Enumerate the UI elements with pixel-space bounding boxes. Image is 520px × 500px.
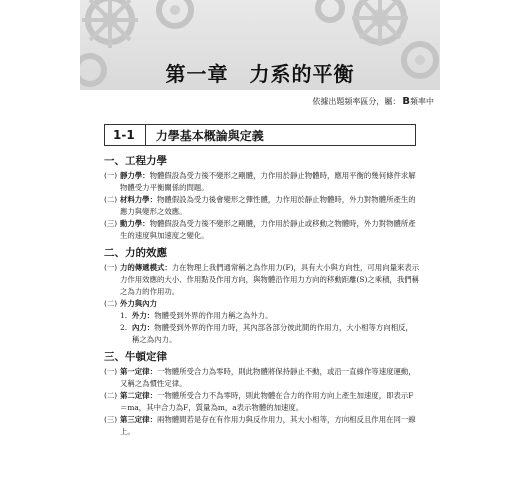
item-number: (二) — [104, 391, 118, 400]
item-number: (一) — [104, 171, 118, 180]
item-number: (一) — [104, 263, 118, 272]
item-term: 力的傳遞模式： — [120, 263, 172, 272]
item-term: 外力與內力 — [120, 299, 157, 308]
sub-item-text: 物體受到外界的作用力稱之為外力。 — [154, 311, 273, 320]
list-item — [104, 262, 420, 298]
item-text: 力在物理上我們通常稱之為作用力(F)，具有大小與方向性，可用向量來表示力作用效應的大小、作用點及作用方向，與物體沿作用力方向的移動距離(S)之乘積，我們稱之為力的作用功。 — [120, 263, 420, 296]
sub-list-item — [104, 310, 420, 322]
list-item — [104, 170, 420, 194]
item-number: (三) — [104, 415, 118, 424]
list-item — [104, 194, 420, 218]
sub-item-term: 外力： — [132, 311, 155, 320]
item-term: 第二定律： — [120, 391, 157, 400]
sub-item-number: 1. — [120, 311, 128, 320]
sub-item-term: 內力： — [132, 323, 155, 332]
frequency-suffix: 頻率中 — [410, 97, 434, 106]
frequency-level: B — [402, 96, 410, 107]
item-term: 靜力學： — [120, 171, 150, 180]
list-item — [104, 366, 420, 390]
heading-force-effects: 二、力的效應 — [104, 247, 167, 259]
list-item — [104, 218, 420, 242]
frequency-label: 依據出題頻率區分，屬： — [312, 97, 401, 106]
item-number: (二) — [104, 195, 118, 204]
sub-item-number: 2. — [120, 323, 128, 332]
item-term: 第三定律： — [120, 415, 157, 424]
list-item — [104, 414, 420, 438]
sub-list-item — [104, 322, 420, 346]
section-header — [104, 124, 416, 146]
sub-item-text: 物體受到外界的作用力時，其內部各部分彼此間的作用力，大小相等方向相反，稱之為內力。 — [132, 323, 413, 344]
item-term: 材料力學： — [120, 195, 157, 204]
item-text: 物體假設為受力後不變形之剛體，力作用於靜止物體時，應用平衡的幾何條件求解物體受力平衡關係的問題。 — [120, 171, 416, 192]
section-number: 1-1 — [105, 125, 146, 145]
chapter-title: 第一章 力系的平衡 — [165, 62, 355, 86]
heading-newton-laws: 三、牛頓定律 — [104, 351, 167, 363]
content-body — [104, 154, 420, 438]
item-text: 一物體所受合力為零時，則此物體將保持靜止不動，或沿一直線作等速度運動，又稱之為慣性定律。 — [120, 367, 416, 388]
heading-engineering-mechanics: 一、工程力學 — [104, 155, 167, 167]
list-item — [104, 298, 420, 310]
item-number: (一) — [104, 367, 118, 376]
item-text: 物體假設為受力後不變形之剛體，力作用於靜止或移動之物體時，外力對物體所產生的速度與加速度之變化。 — [120, 219, 416, 240]
item-number: (三) — [104, 219, 118, 228]
list-item — [104, 390, 420, 414]
item-text: 一物體所受合力不為零時，則此物體在合力的作用方向上產生加速度，即表示F＝ma，其中合力為F，質量為m，a表示物體的加速度。 — [120, 391, 414, 412]
section-title: 力學基本概論與定義 — [155, 128, 264, 143]
item-text: 物體假設為受力後會變形之彈性體，力作用於靜止物體時，外力對物體所產生的應力與變形之效應。 — [120, 195, 416, 216]
item-term: 動力學： — [120, 219, 150, 228]
item-number: (二) — [104, 299, 118, 308]
item-text: 兩物體間若是存在有作用力與反作用力，其大小相等，方向相反且作用在同一線上。 — [120, 415, 416, 436]
item-term: 第一定律： — [120, 367, 157, 376]
frequency-note — [312, 96, 434, 107]
